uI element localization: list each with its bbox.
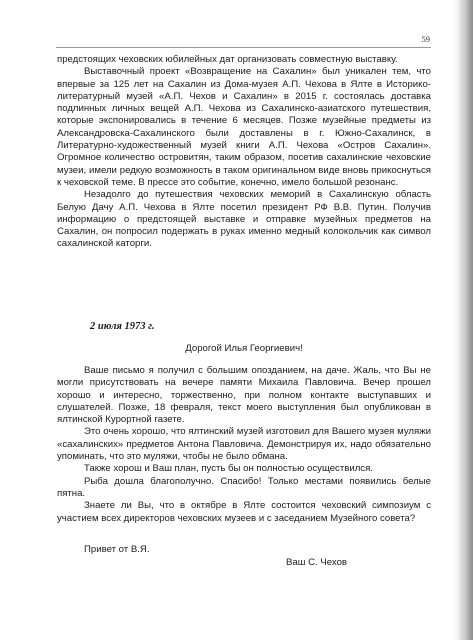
article-text [57, 54, 431, 251]
letter-closing: Привет от В.Я. [84, 544, 150, 555]
letter-paragraph: Ваше письмо я получил с большим опозданием, на даче. Жаль, что Вы не могли присутствовать на вечере памяти Михаила Павловича. Вечер прошел хорошо и интересно, торжественно, при полном контакте выступавших и слушателей. Позже, 18 февраля, текст моего выступления был опубликован в ялтинской Курортной газете. [57, 365, 431, 426]
header-rule [56, 47, 431, 48]
letter-paragraph: Рыба дошла благополучно. Спасибо! Только местами появились белые пятна. [57, 475, 431, 499]
paragraph-continuation: предстоящих чеховских юбилейных дат организовать совместную выставку. [57, 54, 398, 65]
book-spine-shadow [459, 0, 473, 640]
letter-greeting: Дорогой Илья Георгиевич! [185, 343, 303, 354]
letter-date: 2 июля 1973 г. [90, 321, 155, 332]
letter-paragraph: Также хорош и Ваш план, пусть бы он полностью осуществился. [84, 463, 373, 475]
letter-body [57, 365, 431, 525]
paragraph-exhibition: Выставочный проект «Возвращение на Сахалин» был уникален тем, что впервые за 125 лет на Сахалин из Дома-музея А.П. Чехова в Ялте в Историко-литературный музей «А.П. Чехов и Сахалин» в 2015 г. состоялась доставка подлинных личных вещей А.П. Чехова из Сахалинско-азиатского путешествия, которые экспонировались в течение 6 месяцев. Позже музейные предметы из Александровска-Сахалинского были доставлены в г. Южно-Сахалинск, в Литературно-художественный музей книги А.П. Чехова «Остров Сахалин». Огромное количество островитян, таким образом, посетив сахалинские чеховские музеи, имели редкую возможность в таком оригинальном виде вновь прикоснуться к чеховской теме. В прессе это событие, конечно, имело большой резонанс. [57, 66, 431, 188]
page-number: 59 [421, 34, 430, 44]
paragraph-president-visit: Незадолго до путешествия чеховских меморий в Сахалинскую область Белую Дачу А.П. Чехова в Ялте посетил президент РФ В.В. Путин. Получив информацию о предстоящей выставке и отправке музейных предметов на Сахалин, он попросил подержать в руках именно медный колокольчик как символ сахалинской каторги. [57, 189, 431, 250]
letter-signature: Ваш С. Чехов [286, 557, 347, 568]
letter-paragraph: Это очень хорошо, что ялтинский музей изготовил для Вашего музея муляжи «сахалинских» предметов Антона Павловича. Демонстрируя их, надо обязательно упоминать, что это муляжи, чтобы не было обмана. [57, 426, 431, 463]
letter-paragraph: Знаете ли Вы, что в октябре в Ялте состоится чеховский симпозиум с участием всех директоров чеховских музеев и с заседанием Музейного совета? [57, 500, 431, 524]
